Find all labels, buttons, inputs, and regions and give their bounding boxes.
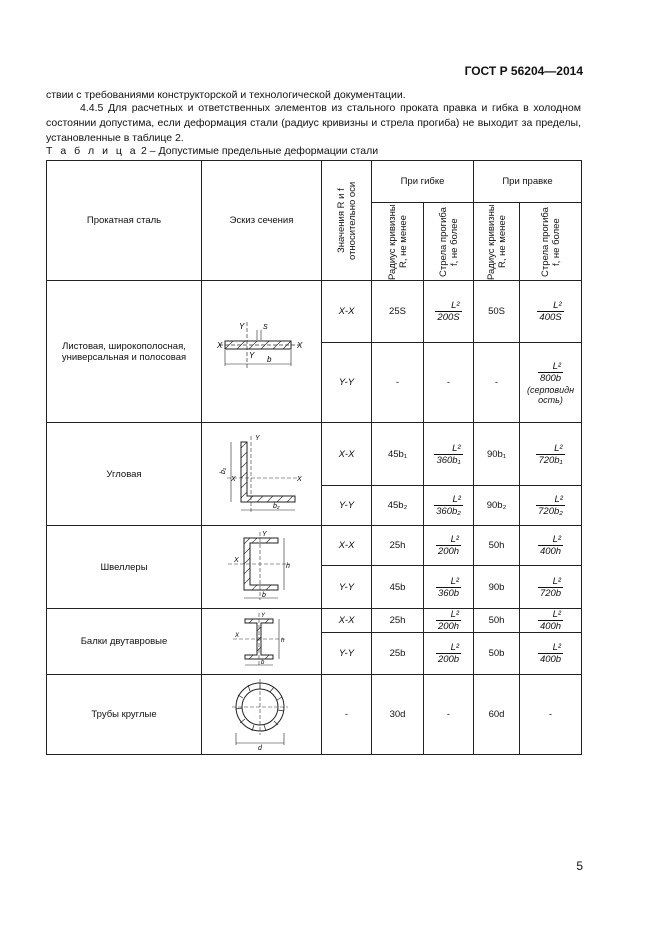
angle-b1-label: b₁ [219, 467, 227, 474]
denominator: 360b [437, 587, 460, 599]
channel-section-sketch [222, 528, 302, 604]
pipe-bend-f [424, 675, 474, 755]
sheet-yy-str-f [520, 343, 582, 423]
angle-xx-axis [322, 423, 372, 486]
value: - [395, 377, 400, 388]
sketch-channel [202, 526, 322, 609]
sketch-pipe [202, 675, 322, 755]
standard-number: ГОСТ Р 56204—2014 [464, 64, 583, 78]
numerator: L² [536, 443, 564, 455]
ibeam-xx-str-r [474, 609, 520, 633]
header-bend-radius-text: Радиус кривизны R, не менее [386, 203, 409, 280]
denominator: 720b₂ [538, 506, 563, 517]
numerator: L² [436, 642, 461, 654]
ibeam-section-sketch [227, 611, 297, 669]
denominator: 200S [437, 312, 460, 323]
header-str-arrow [520, 203, 582, 281]
value: 45b₁ [387, 448, 408, 460]
channel-xx-axis [322, 526, 372, 566]
paragraph-continuation: ствии с требованиями конструкторской и технологической документации. [46, 89, 406, 101]
ibeam-yy-str-r [474, 633, 520, 675]
value: 50S [488, 306, 505, 317]
numerator: L² [538, 576, 563, 588]
axis-label: Y-Y [338, 648, 355, 659]
channel-xx-str-r [474, 526, 520, 566]
numerator: L² [436, 609, 461, 621]
page-number: 5 [576, 859, 583, 873]
value: 45b₂ [387, 500, 408, 511]
sheet-xx-axis [322, 281, 372, 343]
value: - [446, 709, 451, 720]
angle-y-label: Y [254, 434, 260, 442]
angle-section-sketch [217, 428, 307, 518]
axis-label: Y-Y [338, 377, 355, 388]
angle-yy-bend-r [372, 486, 424, 526]
header-steel: Прокатная сталь [47, 161, 202, 281]
steel-sheet: Листовая, широкополосная, универсальная и полосовая [47, 281, 202, 423]
axis-label: Y-Y [338, 581, 355, 593]
channel-xx-bend-f [424, 526, 474, 566]
header-str-arrow-text: Стрела прогиба f, не более [539, 206, 562, 277]
pipe-section-sketch [222, 675, 302, 751]
sheet-x-label: X [216, 341, 222, 350]
channel-h-label: h [285, 562, 290, 570]
denominator: 200h [437, 621, 460, 632]
value: 25h [389, 540, 406, 551]
ibeam-yy-bend-r [372, 633, 424, 675]
value: 50h [488, 540, 505, 551]
denominator: 720b [539, 587, 562, 599]
sheet-section-sketch [217, 320, 307, 380]
numerator: L² [538, 534, 563, 546]
table-caption-label: Т а б л и ц а [46, 145, 139, 157]
channel-yy-str-f [520, 566, 582, 609]
axis-label: X-X [338, 306, 355, 317]
deformation-table [46, 160, 582, 755]
value: 50b [488, 648, 505, 659]
value: - [344, 709, 349, 720]
denominator: 800b [539, 372, 562, 384]
denominator: 400S [539, 312, 562, 323]
header-bending: При гибке [372, 161, 474, 203]
sheet-y-label: Y [238, 322, 244, 331]
sketch-angle [202, 423, 322, 526]
steel-ibeam: Балки двутавровые [47, 609, 202, 675]
ibeam-xx-axis [322, 609, 372, 633]
channel-xx-str-f [520, 526, 582, 566]
value: 25b [389, 648, 406, 659]
numerator: L² [435, 300, 461, 312]
value: 25h [389, 615, 406, 626]
value: 90b [488, 581, 505, 593]
angle-x-label-right: X [296, 475, 302, 483]
denominator: 400h [539, 621, 562, 632]
axis-label: X-X [338, 448, 355, 460]
numerator: L² [436, 534, 461, 546]
numerator: L² [434, 443, 462, 455]
channel-yy-bend-f [424, 566, 474, 609]
denominator: 360b₁ [436, 454, 461, 466]
header-str-radius [474, 203, 520, 281]
value: - [446, 377, 451, 388]
angle-xx-bend-r [372, 423, 424, 486]
channel-b-label: b [261, 591, 266, 599]
value: 50h [488, 615, 505, 626]
table-caption-text: 2 – Допустимые предельные деформации стали [141, 145, 379, 157]
header-bend-radius [372, 203, 424, 281]
angle-b2-label: b₂ [272, 502, 280, 510]
steel-channel: Швеллеры [47, 526, 202, 609]
value: 90b₁ [486, 448, 507, 460]
header-straightening: При правке [474, 161, 582, 203]
numerator: L² [537, 300, 563, 312]
denominator: 400h [539, 546, 562, 557]
ibeam-y-label: Y [260, 613, 265, 619]
sheet-xx-bend-f [424, 281, 474, 343]
angle-yy-str-r [474, 486, 520, 526]
ibeam-xx-bend-f [424, 609, 474, 633]
channel-x-label: X [233, 556, 239, 564]
channel-y-label: Y [261, 530, 267, 538]
sheet-b-label: b [266, 355, 271, 364]
value: - [548, 709, 553, 720]
angle-yy-str-f [520, 486, 582, 526]
header-axis [322, 161, 372, 281]
value: 60d [488, 709, 505, 720]
numerator: L² [538, 609, 563, 621]
angle-yy-bend-f [424, 486, 474, 526]
pipe-d-label: d [257, 745, 262, 751]
sheet-yy-bend-f [424, 343, 474, 423]
pipe-bend-r [372, 675, 424, 755]
value: 25S [389, 306, 406, 317]
sheet-s-label: S [262, 324, 268, 331]
angle-xx-bend-f [424, 423, 474, 486]
denominator: 720b₁ [538, 454, 563, 466]
angle-xx-str-r [474, 423, 520, 486]
value: 90b₂ [486, 500, 507, 511]
sheet-yy-str-r [474, 343, 520, 423]
paragraph-4-4-5: 4.4.5 Для расчетных и ответственных элементов из стального проката правка и гибка в холодном состоянии допустима, если деформация стали (радиус кривизны и стрела прогиба) не выходит за пределы, установленные в таблице 2. [46, 102, 581, 144]
sheet-xx-str-f [520, 281, 582, 343]
header-axis-text: Значения R и f относительно оси [335, 181, 358, 260]
sheet-yy-bend-r [372, 343, 424, 423]
ibeam-b-label: b [260, 660, 264, 666]
ibeam-h-label: h [280, 638, 284, 644]
ibeam-x-label: X [234, 633, 239, 639]
sketch-ibeam [202, 609, 322, 675]
table-caption [46, 145, 378, 157]
sheet-yy-axis [322, 343, 372, 423]
value: - [494, 377, 499, 388]
channel-yy-str-r [474, 566, 520, 609]
header-sketch: Эскиз сечения [202, 161, 322, 281]
sketch-sheet [202, 281, 322, 423]
angle-x-label: X [230, 475, 236, 483]
pipe-str-r [474, 675, 520, 755]
denominator: 360b₂ [436, 506, 461, 517]
sheet-x-label-right: X [296, 341, 302, 350]
sickle-note: (серповидность) [526, 384, 575, 405]
sheet-xx-str-r [474, 281, 520, 343]
channel-yy-axis [322, 566, 372, 609]
numerator: L² [538, 642, 563, 654]
steel-angle: Угловая [47, 423, 202, 526]
denominator: 400b [539, 654, 562, 665]
denominator: 200b [437, 654, 460, 665]
channel-xx-bend-r [372, 526, 424, 566]
axis-label: Y-Y [338, 500, 355, 511]
denominator: 200h [437, 546, 460, 557]
header-bend-arrow-text: Стрела прогиба f, не более [437, 206, 460, 277]
sheet-xx-bend-r [372, 281, 424, 343]
numerator: L² [538, 361, 563, 373]
header-str-radius-text: Радиус кривизны R, не менее [485, 203, 508, 280]
axis-label: X-X [338, 540, 355, 551]
numerator: L² [436, 576, 461, 588]
value: 45b [389, 581, 406, 593]
header-bend-arrow [424, 203, 474, 281]
ibeam-yy-bend-f [424, 633, 474, 675]
pipe-axis [322, 675, 372, 755]
numerator: L² [536, 494, 565, 506]
channel-yy-bend-r [372, 566, 424, 609]
ibeam-xx-str-f [520, 609, 582, 633]
ibeam-xx-bend-r [372, 609, 424, 633]
angle-yy-axis [322, 486, 372, 526]
value: 30d [389, 709, 406, 720]
ibeam-yy-axis [322, 633, 372, 675]
steel-pipe: Трубы круглые [47, 675, 202, 755]
axis-label: X-X [338, 615, 355, 626]
sheet-y-label-bottom: Y [248, 351, 254, 360]
numerator: L² [434, 494, 463, 506]
ibeam-yy-str-f [520, 633, 582, 675]
pipe-str-f [520, 675, 582, 755]
angle-xx-str-f [520, 423, 582, 486]
